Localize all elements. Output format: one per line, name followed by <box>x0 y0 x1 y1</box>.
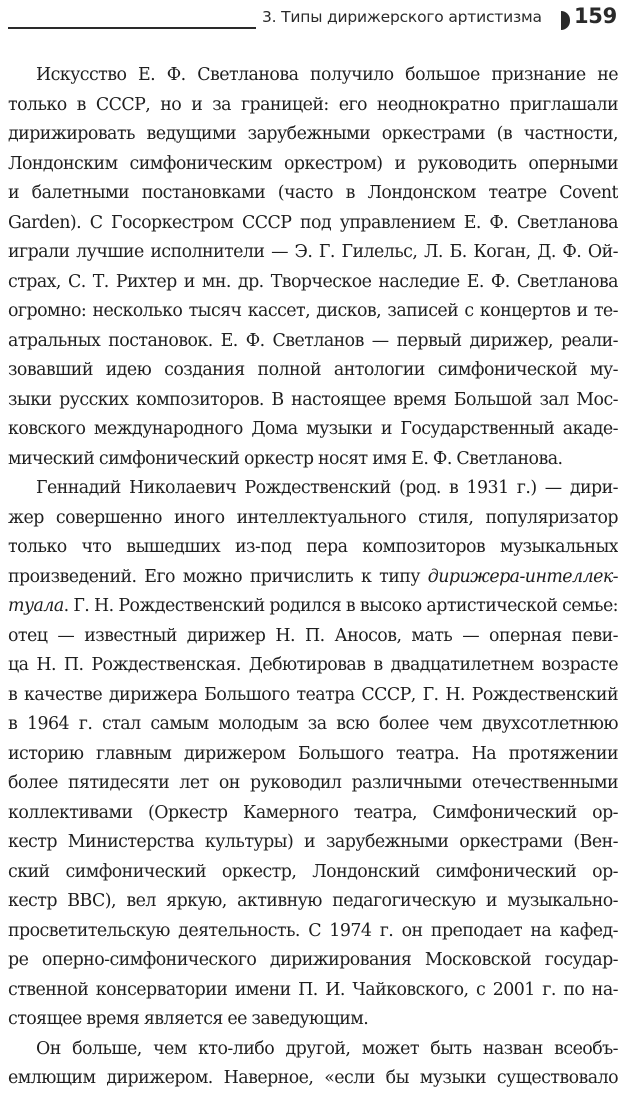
text-line-content: Он больше, чем кто-либо другой, может быть назван всеобъ- <box>36 1038 618 1059</box>
text-line-content: более пятидесяти лет он руководил различными отечественными <box>8 773 618 793</box>
text-line-content: ре оперно-симфонического дирижирования Московской государ- <box>8 950 618 970</box>
text-line <box>8 651 618 681</box>
text-line-content: огромно: несколько тысяч кассет, дисков, записей с концертов и те- <box>8 301 618 321</box>
page-number: 159 <box>574 4 617 28</box>
text-line <box>8 740 618 770</box>
chapter-title: 3. Типы дирижерского артистизма <box>262 8 542 26</box>
text-line-content: только что вышедших из-под пера композиторов музыкальных <box>8 537 618 557</box>
text-line-content: дирижировать ведущими зарубежными оркестрами (в частности, <box>8 124 618 144</box>
text-line <box>8 1035 618 1065</box>
text-line <box>8 681 618 711</box>
text-line <box>8 356 618 386</box>
text-line-content: ский симфонический оркестр, Лондонский симфонический ор- <box>8 861 618 882</box>
text-line <box>8 887 618 917</box>
text-line-content: ственной консерватории имени П. И. Чайковского, с 2001 г. по на- <box>8 979 618 1000</box>
text-line <box>8 445 618 475</box>
text-line <box>8 386 618 416</box>
header-rule <box>8 27 256 29</box>
text-line-content: Лондонским симфоническим оркестром) и руководить оперными <box>8 153 618 174</box>
text-line-content: . Г. Н. Рождественский родился в высоко артистической семье: <box>63 596 618 616</box>
text-line-content: емлющим дирижером. Наверное, «если бы музыки существовало <box>8 1068 618 1088</box>
text-line-content: только в СССР, но и за границей: его неоднократно приглашали <box>8 94 618 115</box>
text-line <box>8 120 618 150</box>
text-line-content: историю главным дирижером Большого театра. На протяжении <box>8 743 618 764</box>
text-line <box>8 592 618 622</box>
body-text <box>8 61 618 1094</box>
text-line-content: и балетными постановками (часто в Лондонском театре Covent <box>8 183 618 203</box>
text-line <box>8 563 618 593</box>
text-line-content: коллективами (Оркестр Камерного театра, Симфонический ор- <box>8 802 618 823</box>
text-line-content: мический симфонический оркестр носят имя Е. Ф. Светланова. <box>8 448 563 469</box>
italic-term: дирижера-интеллек- <box>427 566 618 587</box>
text-line-content: произведений. Его можно причислить к типу <box>8 566 428 587</box>
text-line-content: кестр Министерства культуры) и зарубежными оркестрами (Вен- <box>8 832 618 852</box>
text-line-content: страх, С. Т. Рихтер и мн. др. Творческое наследие Е. Ф. Светланова <box>8 271 618 292</box>
text-line <box>8 297 618 327</box>
text-line <box>8 474 618 504</box>
text-line <box>8 946 618 976</box>
text-line <box>8 504 618 534</box>
text-line-content: отец — известный дирижер Н. П. Аносов, мать — оперная певи- <box>8 625 618 646</box>
text-line-content: просветительскую деятельность. С 1974 г. он преподает на кафед- <box>8 920 618 941</box>
text-line-content: стоящее время является ее заведующим. <box>8 1009 369 1029</box>
text-line <box>8 710 618 740</box>
text-line-content: жер совершенно иного интеллектуального стиля, популяризатор <box>8 507 618 528</box>
text-line-content: в 1964 г. стал самым молодым за всю более чем двухсотлетнюю <box>8 714 618 734</box>
text-line <box>8 238 618 268</box>
text-line-content: Геннадий Николаевич Рождественский (род. в 1931 г.) — дири- <box>36 478 618 498</box>
text-line-content: атральных постановок. Е. Ф. Светланов — первый дирижер, реали- <box>8 330 618 351</box>
text-line <box>8 327 618 357</box>
text-line-content: зовавший идею создания полной антологии симфонической му- <box>8 360 618 380</box>
text-line <box>8 61 618 91</box>
text-line-content: зыки русских композиторов. В настоящее время Большой зал Мос- <box>8 389 618 410</box>
running-header <box>0 0 620 40</box>
text-line-content: ковского международного Дома музыки и Государственный акаде- <box>8 419 618 439</box>
text-line <box>8 917 618 947</box>
text-line <box>8 533 618 563</box>
half-circle-marker-icon <box>561 11 570 30</box>
text-line <box>8 91 618 121</box>
text-line <box>8 268 618 298</box>
text-line-content: Garden). С Госоркестром СССР под управлением Е. Ф. Светланова <box>8 212 618 233</box>
text-line <box>8 1064 618 1094</box>
text-line-content: кестр BBC), вел яркую, активную педагогическую и музыкально- <box>8 891 618 911</box>
text-line-content: играли лучшие исполнители — Э. Г. Гилельс, Л. Б. Коган, Д. Ф. Ой- <box>8 242 618 262</box>
text-line <box>8 1005 618 1035</box>
text-line <box>8 622 618 652</box>
text-line <box>8 415 618 445</box>
text-line-content: ца Н. П. Рождественская. Дебютировав в двадцатилетнем возрасте <box>8 655 618 675</box>
text-line <box>8 769 618 799</box>
text-line <box>8 799 618 829</box>
text-line <box>8 150 618 180</box>
italic-term: туала <box>8 596 64 616</box>
text-line-content: Искусство Е. Ф. Светланова получило большое признание не <box>36 65 618 85</box>
text-line-content: в качестве дирижера Большого театра СССР, Г. Н. Рождественский <box>8 684 618 705</box>
text-line <box>8 828 618 858</box>
text-line <box>8 179 618 209</box>
text-line <box>8 858 618 888</box>
text-line <box>8 209 618 239</box>
text-line <box>8 976 618 1006</box>
